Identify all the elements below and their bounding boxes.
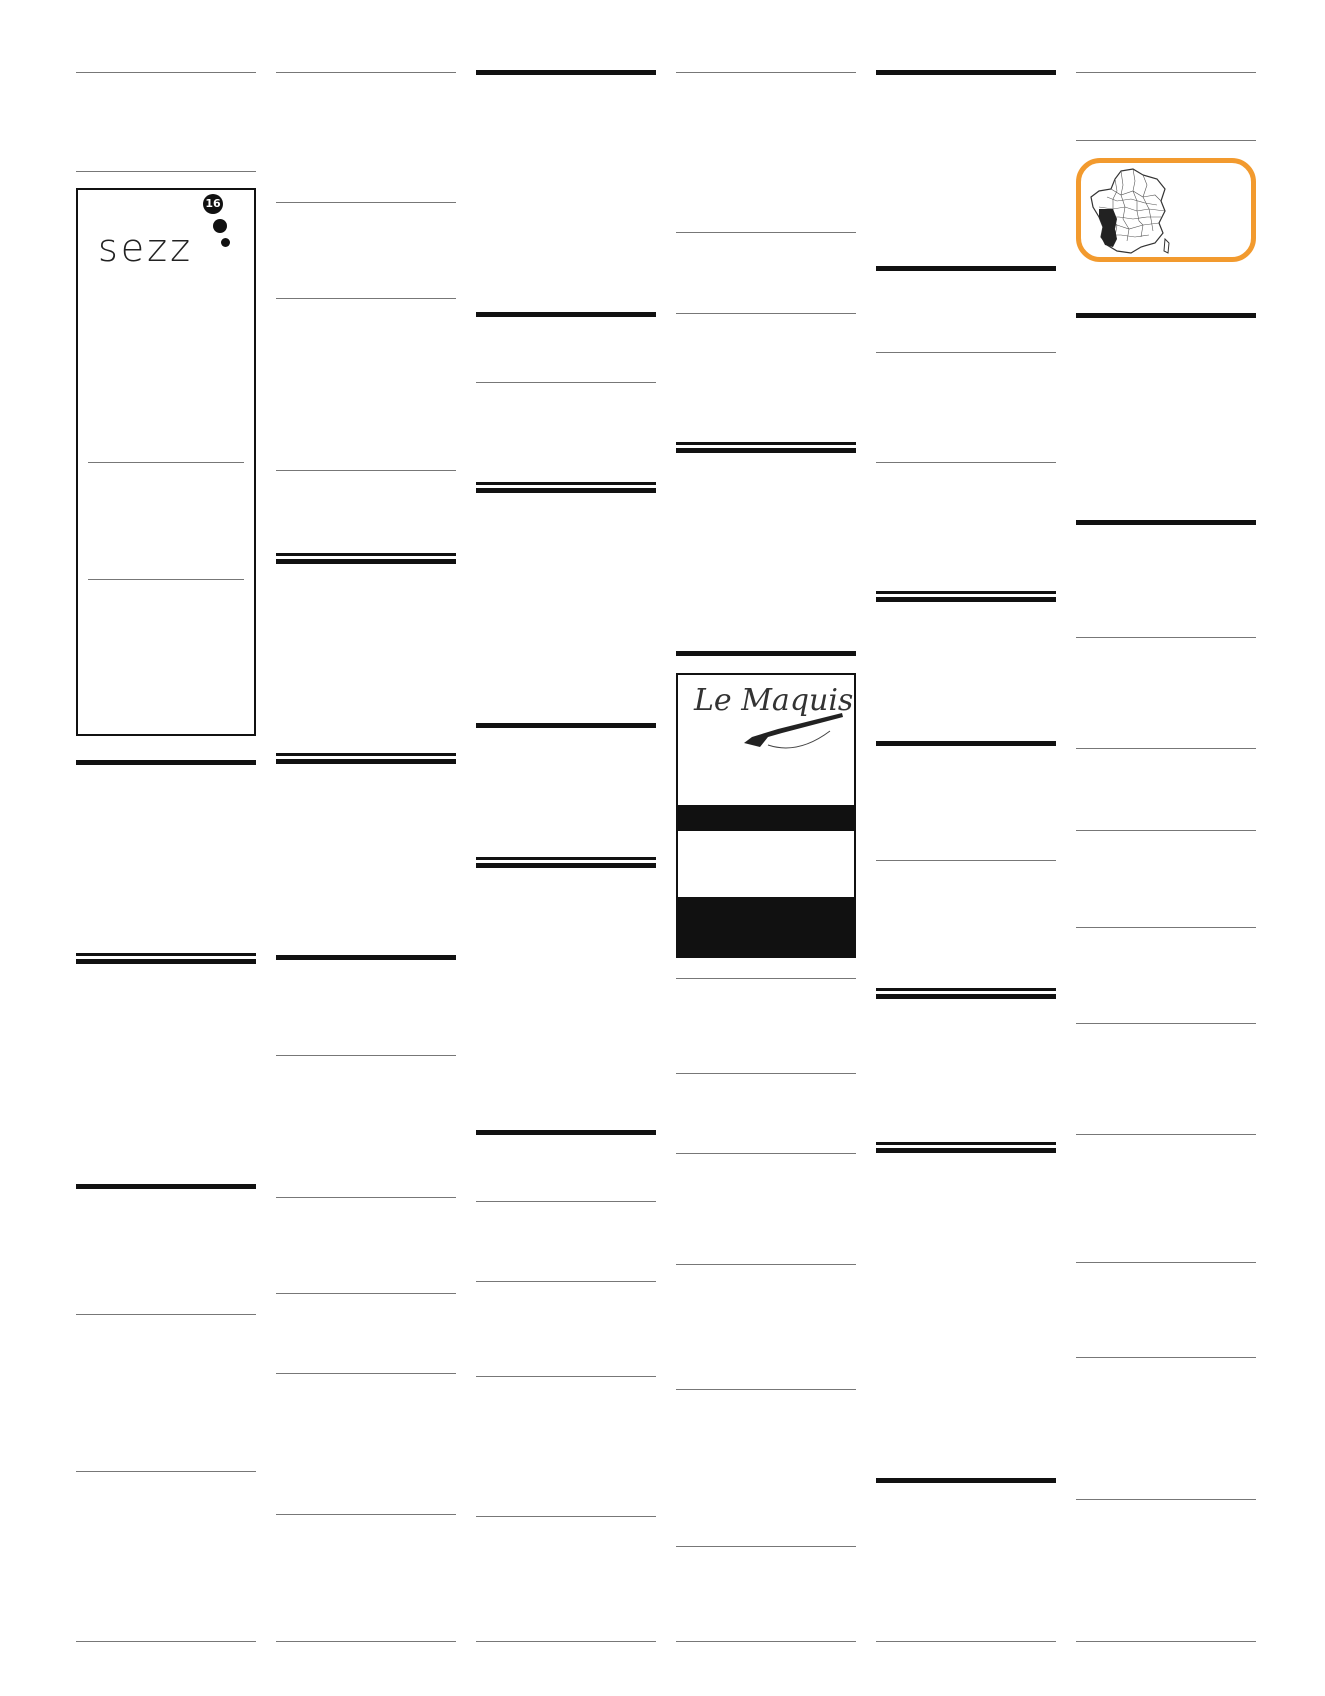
section-rule xyxy=(276,553,456,556)
column-4 xyxy=(676,0,856,1696)
section-rule xyxy=(1076,140,1256,141)
section-rule xyxy=(276,298,456,299)
column-6 xyxy=(1076,0,1256,1696)
section-rule xyxy=(476,1201,656,1202)
section-rule xyxy=(276,1641,456,1642)
column-3 xyxy=(476,0,656,1696)
section-rule xyxy=(476,1516,656,1517)
section-rule xyxy=(676,313,856,314)
section-rule xyxy=(1076,748,1256,749)
section-rule xyxy=(276,1197,456,1198)
section-rule xyxy=(1076,1134,1256,1135)
region-map-advertisement[interactable] xyxy=(1076,158,1256,262)
section-rule xyxy=(876,462,1056,463)
section-rule xyxy=(476,1130,656,1135)
sezz-logo-dot xyxy=(213,219,227,233)
section-rule xyxy=(876,860,1056,861)
section-rule xyxy=(76,171,256,172)
column-1 xyxy=(76,0,256,1696)
column-2 xyxy=(276,0,456,1696)
section-rule xyxy=(476,857,656,860)
section-rule xyxy=(476,723,656,728)
section-rule xyxy=(276,72,456,73)
section-rule xyxy=(676,978,856,979)
section-rule xyxy=(276,1055,456,1056)
rifle-icon xyxy=(738,705,848,750)
section-rule xyxy=(76,760,256,765)
section-rule xyxy=(476,312,656,317)
section-rule xyxy=(276,955,456,960)
section-rule xyxy=(76,953,256,956)
section-rule xyxy=(76,1314,256,1315)
section-rule xyxy=(876,1142,1056,1145)
section-rule xyxy=(476,482,656,485)
section-rule xyxy=(676,442,856,445)
section-rule xyxy=(1076,927,1256,928)
section-rule xyxy=(276,470,456,471)
section-rule xyxy=(1076,313,1256,318)
section-rule xyxy=(876,591,1056,594)
section-rule xyxy=(276,202,456,203)
section-rule xyxy=(76,1184,256,1189)
section-rule xyxy=(476,382,656,383)
section-rule xyxy=(276,1514,456,1515)
sezz-divider xyxy=(88,579,244,580)
section-rule xyxy=(76,72,256,73)
maquis-dark-band xyxy=(678,897,854,958)
section-rule xyxy=(476,1376,656,1377)
section-rule xyxy=(1076,1357,1256,1358)
section-rule xyxy=(276,1373,456,1374)
sezz-divider xyxy=(88,462,244,463)
section-rule xyxy=(876,988,1056,991)
section-rule xyxy=(476,70,656,75)
section-rule xyxy=(676,1641,856,1642)
column-5 xyxy=(876,0,1056,1696)
section-rule xyxy=(1076,1499,1256,1500)
section-rule xyxy=(1076,1641,1256,1642)
maquis-dark-band xyxy=(678,805,854,831)
section-rule xyxy=(1076,637,1256,638)
section-rule xyxy=(1076,72,1256,73)
section-rule xyxy=(876,70,1056,75)
section-rule xyxy=(76,1471,256,1472)
section-rule xyxy=(1076,1262,1256,1263)
section-rule xyxy=(676,651,856,656)
section-rule xyxy=(676,72,856,73)
section-rule xyxy=(876,1478,1056,1483)
section-rule xyxy=(1076,520,1256,525)
maquis-logo: Le Maquis xyxy=(694,683,854,718)
section-rule xyxy=(1076,1023,1256,1024)
sezz-advertisement[interactable] xyxy=(76,188,256,736)
section-rule xyxy=(76,1641,256,1642)
sezz-logo: sezz xyxy=(98,226,194,270)
section-rule xyxy=(276,753,456,756)
sezz-badge: 16 xyxy=(203,194,223,214)
section-rule xyxy=(676,1153,856,1154)
section-rule xyxy=(476,1641,656,1642)
france-departments-map-icon xyxy=(1087,167,1173,257)
sezz-logo-dot xyxy=(221,238,230,247)
section-rule xyxy=(876,1641,1056,1642)
section-rule xyxy=(676,1389,856,1390)
section-rule xyxy=(676,232,856,233)
section-rule xyxy=(876,352,1056,353)
section-rule xyxy=(676,1073,856,1074)
section-rule xyxy=(876,266,1056,271)
section-rule xyxy=(1076,830,1256,831)
section-rule xyxy=(876,741,1056,746)
le-maquis-advertisement[interactable] xyxy=(676,673,856,958)
section-rule xyxy=(676,1546,856,1547)
section-rule xyxy=(276,1293,456,1294)
section-rule xyxy=(476,1281,656,1282)
section-rule xyxy=(676,1264,856,1265)
